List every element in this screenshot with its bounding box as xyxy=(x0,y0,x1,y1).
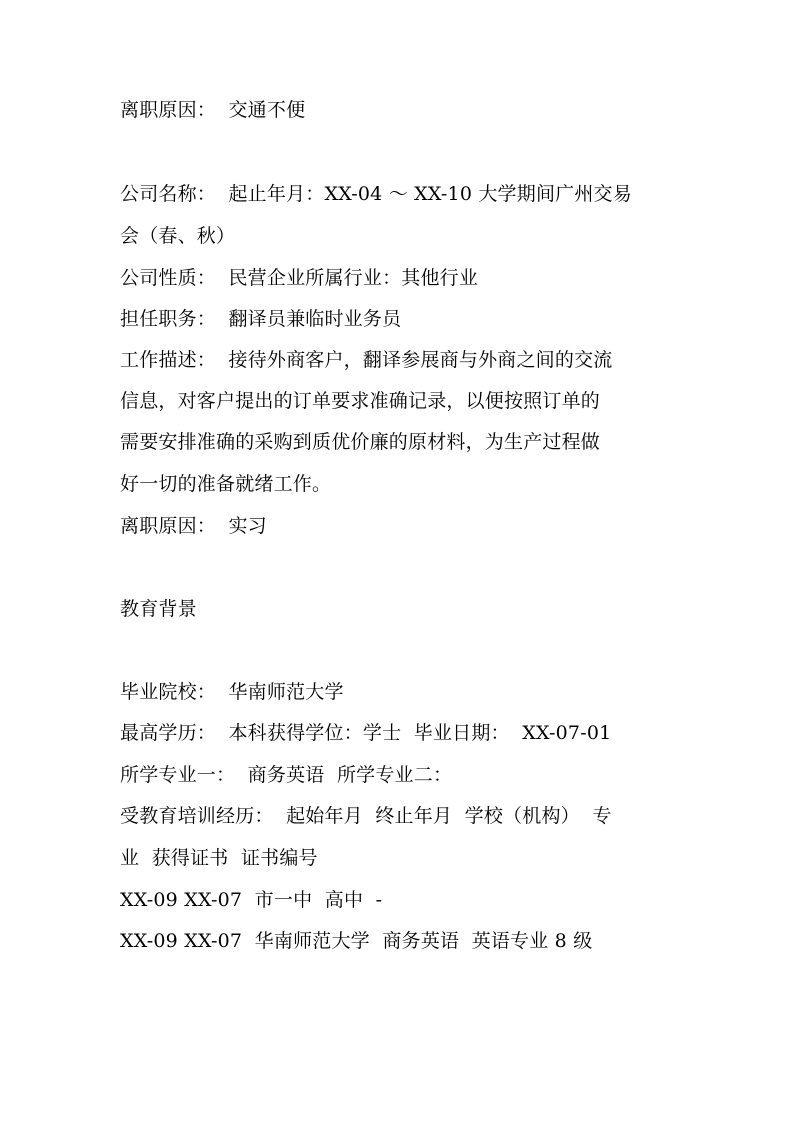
text-line-job-description-1 xyxy=(120,348,680,372)
text-line-leave-reason-1 xyxy=(120,98,680,122)
text: 工作描述： 接待外商客户，翻译参展商与外商之间的交流 xyxy=(120,349,613,371)
text-line-position xyxy=(120,307,680,331)
text: 离职原因： 交通不便 xyxy=(120,99,306,121)
text: 公司性质： 民营企业所属行业：其他行业 xyxy=(120,267,479,289)
text: 担任职务： 翻译员兼临时业务员 xyxy=(120,308,402,330)
text-line-school xyxy=(120,680,680,704)
text: 会（春、秋） xyxy=(120,225,236,247)
text: 受教育培训经历： 起始年月 终止年月 学校（机构） 专 xyxy=(120,805,612,827)
text-line-company-name xyxy=(120,182,680,206)
text-line-job-description-2 xyxy=(120,389,680,413)
text: 毕业院校： 华南师范大学 xyxy=(120,681,344,703)
text-line-degree xyxy=(120,721,680,745)
text: 信息，对客户提出的订单要求准确记录，以便按照订单的 xyxy=(120,390,601,412)
text: 最高学历： 本科获得学位：学士 毕业日期： XX-07-01 xyxy=(120,722,612,744)
text-line-leave-reason-2 xyxy=(120,514,680,538)
text: 好一切的准备就绪工作。 xyxy=(120,473,332,495)
text: 业 获得证书 证书编号 xyxy=(120,847,318,869)
text-line-training-header-1 xyxy=(120,804,680,828)
text-line-training-header-2 xyxy=(120,846,680,870)
text-line-job-description-3 xyxy=(120,430,680,454)
text: XX-09 XX-07 华南师范大学 商务英语 英语专业 8 级 xyxy=(120,930,593,952)
text: 需要安排准确的采购到质优价廉的原材料，为生产过程做 xyxy=(120,431,601,453)
text-line-major xyxy=(120,763,680,787)
text: 公司名称： 起止年月：XX-04 ～ XX-10 大学期间广州交易 xyxy=(120,183,632,205)
section-heading-education xyxy=(120,597,680,621)
text-line-training-row-2 xyxy=(120,929,680,953)
text-line-company-name-cont xyxy=(120,224,680,248)
text-line-job-description-4 xyxy=(120,472,680,496)
text-line-company-type xyxy=(120,266,680,290)
text: XX-09 XX-07 市一中 高中 - xyxy=(120,889,383,911)
text: 所学专业一： 商务英语 所学专业二： xyxy=(120,764,453,786)
text: 教育背景 xyxy=(120,598,197,620)
text-line-training-row-1 xyxy=(120,888,680,912)
text: 离职原因： 实习 xyxy=(120,515,267,537)
